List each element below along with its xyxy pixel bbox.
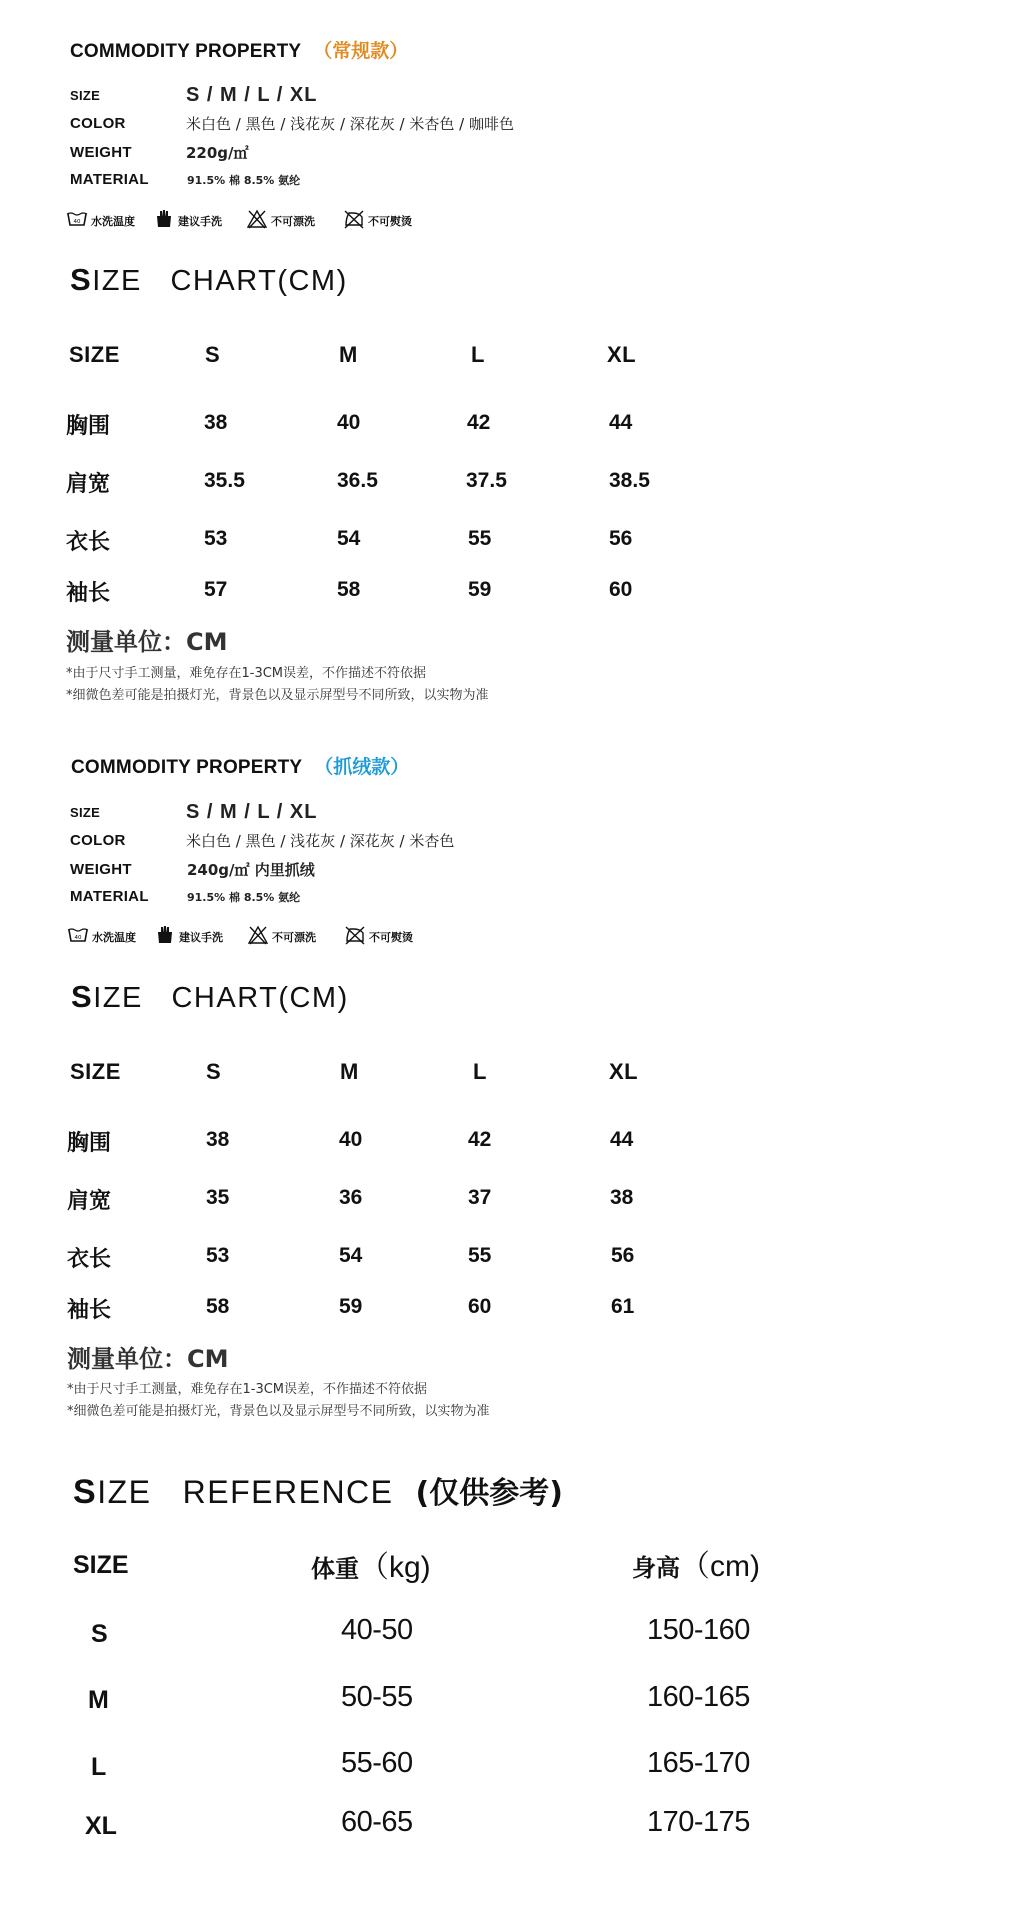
no-iron-icon [344, 925, 369, 949]
note-line: *由于尺寸手工测量，难免存在1-3CM误差，不作描述不符依据 [67, 1382, 428, 1397]
color-label: COLOR [70, 832, 126, 849]
property-title-text: COMMODITY PROPERTY [71, 757, 303, 778]
weight-label: WEIGHT [70, 144, 132, 161]
material-value: 91.5% 棉 8.5% 氨纶 [187, 891, 301, 904]
care-label: 不可熨烫 [369, 931, 413, 944]
table-cell: 59 [339, 1295, 363, 1318]
table-cell: 38 [206, 1128, 230, 1151]
care-label: 不可漂洗 [272, 931, 316, 944]
table-cell: 42 [467, 411, 491, 434]
size-reference-title [73, 1468, 563, 1512]
table-cell: 58 [337, 578, 361, 601]
table-cell: 53 [206, 1244, 230, 1267]
size-label: SIZE [70, 805, 101, 820]
care-icons-row [66, 209, 430, 233]
size-value: S / M / L / XL [186, 801, 318, 823]
reference-row-size: M [88, 1686, 109, 1714]
care-item [344, 925, 413, 949]
care-item [154, 925, 223, 949]
property-title [71, 752, 409, 779]
table-cell: 60 [468, 1295, 492, 1318]
table-row-label: 肩宽 [67, 1189, 112, 1214]
table-cell: 35.5 [204, 469, 245, 492]
size-reference-title-cap: S [73, 1473, 98, 1511]
care-item [246, 209, 315, 233]
table-cell: 40 [339, 1128, 363, 1151]
size-value: S / M / L / XL [186, 84, 318, 106]
size-reference-title-note: (仅供参考) [415, 1476, 563, 1511]
reference-row-size: S [91, 1620, 108, 1648]
table-cell: 60 [609, 578, 633, 601]
reference-row-height: 170-175 [647, 1806, 750, 1838]
size-chart-title-cap: S [71, 979, 94, 1014]
size-label: SIZE [70, 88, 101, 103]
reference-row-height: 165-170 [647, 1747, 750, 1779]
table-row-label: 袖长 [67, 1298, 112, 1323]
note-line: *细微色差可能是拍摄灯光，背景色以及显示屏型号不同所致，以实物为准 [66, 688, 489, 703]
care-item [343, 209, 412, 233]
property-title [70, 36, 408, 63]
care-label: 水洗温度 [91, 215, 135, 228]
table-cell: 56 [609, 527, 633, 550]
wash-temperature-icon [66, 209, 91, 233]
weight-label: WEIGHT [70, 861, 132, 878]
table-cell: 54 [339, 1244, 363, 1267]
table-cell: 40 [337, 411, 361, 434]
reference-row-height: 160-165 [647, 1681, 750, 1713]
reference-row-weight: 55-60 [341, 1747, 413, 1779]
svg-text:40: 40 [73, 219, 81, 225]
reference-row-size: L [91, 1753, 107, 1781]
table-cell: 55 [468, 527, 492, 550]
measurement-unit: 测量单位：CM [67, 1345, 229, 1373]
table-header-s: S [206, 1059, 222, 1084]
material-label: MATERIAL [70, 171, 149, 188]
table-cell: 57 [204, 578, 228, 601]
care-label: 建议手洗 [179, 931, 223, 944]
care-icons-row [67, 925, 431, 949]
table-header-xl: XL [609, 1059, 639, 1084]
table-header-s: S [205, 342, 221, 367]
table-header-xl: XL [607, 342, 637, 367]
table-cell: 58 [206, 1295, 230, 1318]
size-chart-title [71, 979, 349, 1015]
table-cell: 61 [611, 1295, 635, 1318]
reference-header-size: SIZE [73, 1551, 129, 1579]
table-header-l: L [471, 342, 485, 367]
table-row-label: 衣长 [66, 530, 111, 555]
hand-wash-icon [154, 925, 179, 949]
table-cell: 38.5 [609, 469, 650, 492]
table-cell: 55 [468, 1244, 492, 1267]
color-label: COLOR [70, 115, 126, 132]
table-header-size: SIZE [70, 1059, 121, 1084]
color-value: 米白色 / 黑色 / 浅花灰 / 深花灰 / 米杏色 [186, 832, 455, 850]
table-row-label: 肩宽 [66, 472, 111, 497]
reference-header-weight [311, 1542, 431, 1586]
table-row-label: 衣长 [67, 1247, 112, 1272]
size-chart-title-rest: IZE CHART(CM) [93, 982, 349, 1014]
measurement-unit: 测量单位：CM [66, 628, 228, 656]
wash-temperature-icon [67, 925, 92, 949]
property-tag: （抓绒款） [314, 756, 410, 778]
table-cell: 38 [610, 1186, 634, 1209]
table-header-m: M [340, 1059, 359, 1084]
no-bleach-icon [247, 925, 272, 949]
reference-row-size: XL [85, 1812, 117, 1840]
table-cell: 35 [206, 1186, 230, 1209]
property-tag: （常规款） [313, 40, 409, 62]
table-cell: 59 [468, 578, 492, 601]
reference-row-weight: 50-55 [341, 1681, 413, 1713]
table-cell: 53 [204, 527, 228, 550]
table-header-m: M [339, 342, 358, 367]
size-chart-title-rest: IZE CHART(CM) [92, 265, 348, 297]
table-cell: 42 [468, 1128, 492, 1151]
care-item [153, 209, 222, 233]
table-row-label: 胸围 [66, 414, 111, 439]
reference-row-height: 150-160 [647, 1614, 750, 1646]
reference-header-height-unit: （cm) [680, 1550, 760, 1583]
table-cell: 37.5 [466, 469, 507, 492]
table-row-label: 胸围 [67, 1131, 112, 1156]
material-label: MATERIAL [70, 888, 149, 905]
care-label: 水洗温度 [92, 931, 136, 944]
care-label: 不可漂洗 [271, 215, 315, 228]
care-item [66, 209, 135, 233]
table-cell: 54 [337, 527, 361, 550]
material-value: 91.5% 棉 8.5% 氨纶 [187, 174, 301, 187]
table-cell: 44 [609, 411, 633, 434]
table-cell: 36.5 [337, 469, 378, 492]
care-item [247, 925, 316, 949]
weight-value: 240g/㎡ 内里抓绒 [187, 861, 315, 879]
property-title-text: COMMODITY PROPERTY [70, 41, 302, 62]
color-value: 米白色 / 黑色 / 浅花灰 / 深花灰 / 米杏色 / 咖啡色 [186, 115, 514, 133]
reference-header-height [632, 1541, 760, 1585]
no-bleach-icon [246, 209, 271, 233]
svg-text:40: 40 [74, 935, 82, 941]
size-chart-title [70, 262, 348, 298]
table-row-label: 袖长 [66, 581, 111, 606]
reference-header-weight-zh: 体重 [311, 1555, 359, 1583]
size-chart-title-cap: S [70, 262, 93, 297]
note-line: *由于尺寸手工测量，难免存在1-3CM误差，不作描述不符依据 [66, 666, 427, 681]
weight-value: 220g/㎡ [186, 144, 249, 162]
reference-header-height-zh: 身高 [632, 1554, 680, 1582]
care-item [67, 925, 136, 949]
care-label: 建议手洗 [178, 215, 222, 228]
reference-header-weight-unit: （kg) [359, 1551, 431, 1584]
table-cell: 37 [468, 1186, 492, 1209]
table-header-size: SIZE [69, 342, 120, 367]
table-cell: 36 [339, 1186, 363, 1209]
reference-row-weight: 60-65 [341, 1806, 413, 1838]
reference-row-weight: 40-50 [341, 1614, 413, 1646]
table-cell: 56 [611, 1244, 635, 1267]
size-reference-title-rest: IZE REFERENCE [97, 1474, 394, 1510]
hand-wash-icon [153, 209, 178, 233]
table-cell: 38 [204, 411, 228, 434]
no-iron-icon [343, 209, 368, 233]
table-cell: 44 [610, 1128, 634, 1151]
note-line: *细微色差可能是拍摄灯光，背景色以及显示屏型号不同所致，以实物为准 [67, 1404, 490, 1419]
table-header-l: L [473, 1059, 487, 1084]
care-label: 不可熨烫 [368, 215, 412, 228]
